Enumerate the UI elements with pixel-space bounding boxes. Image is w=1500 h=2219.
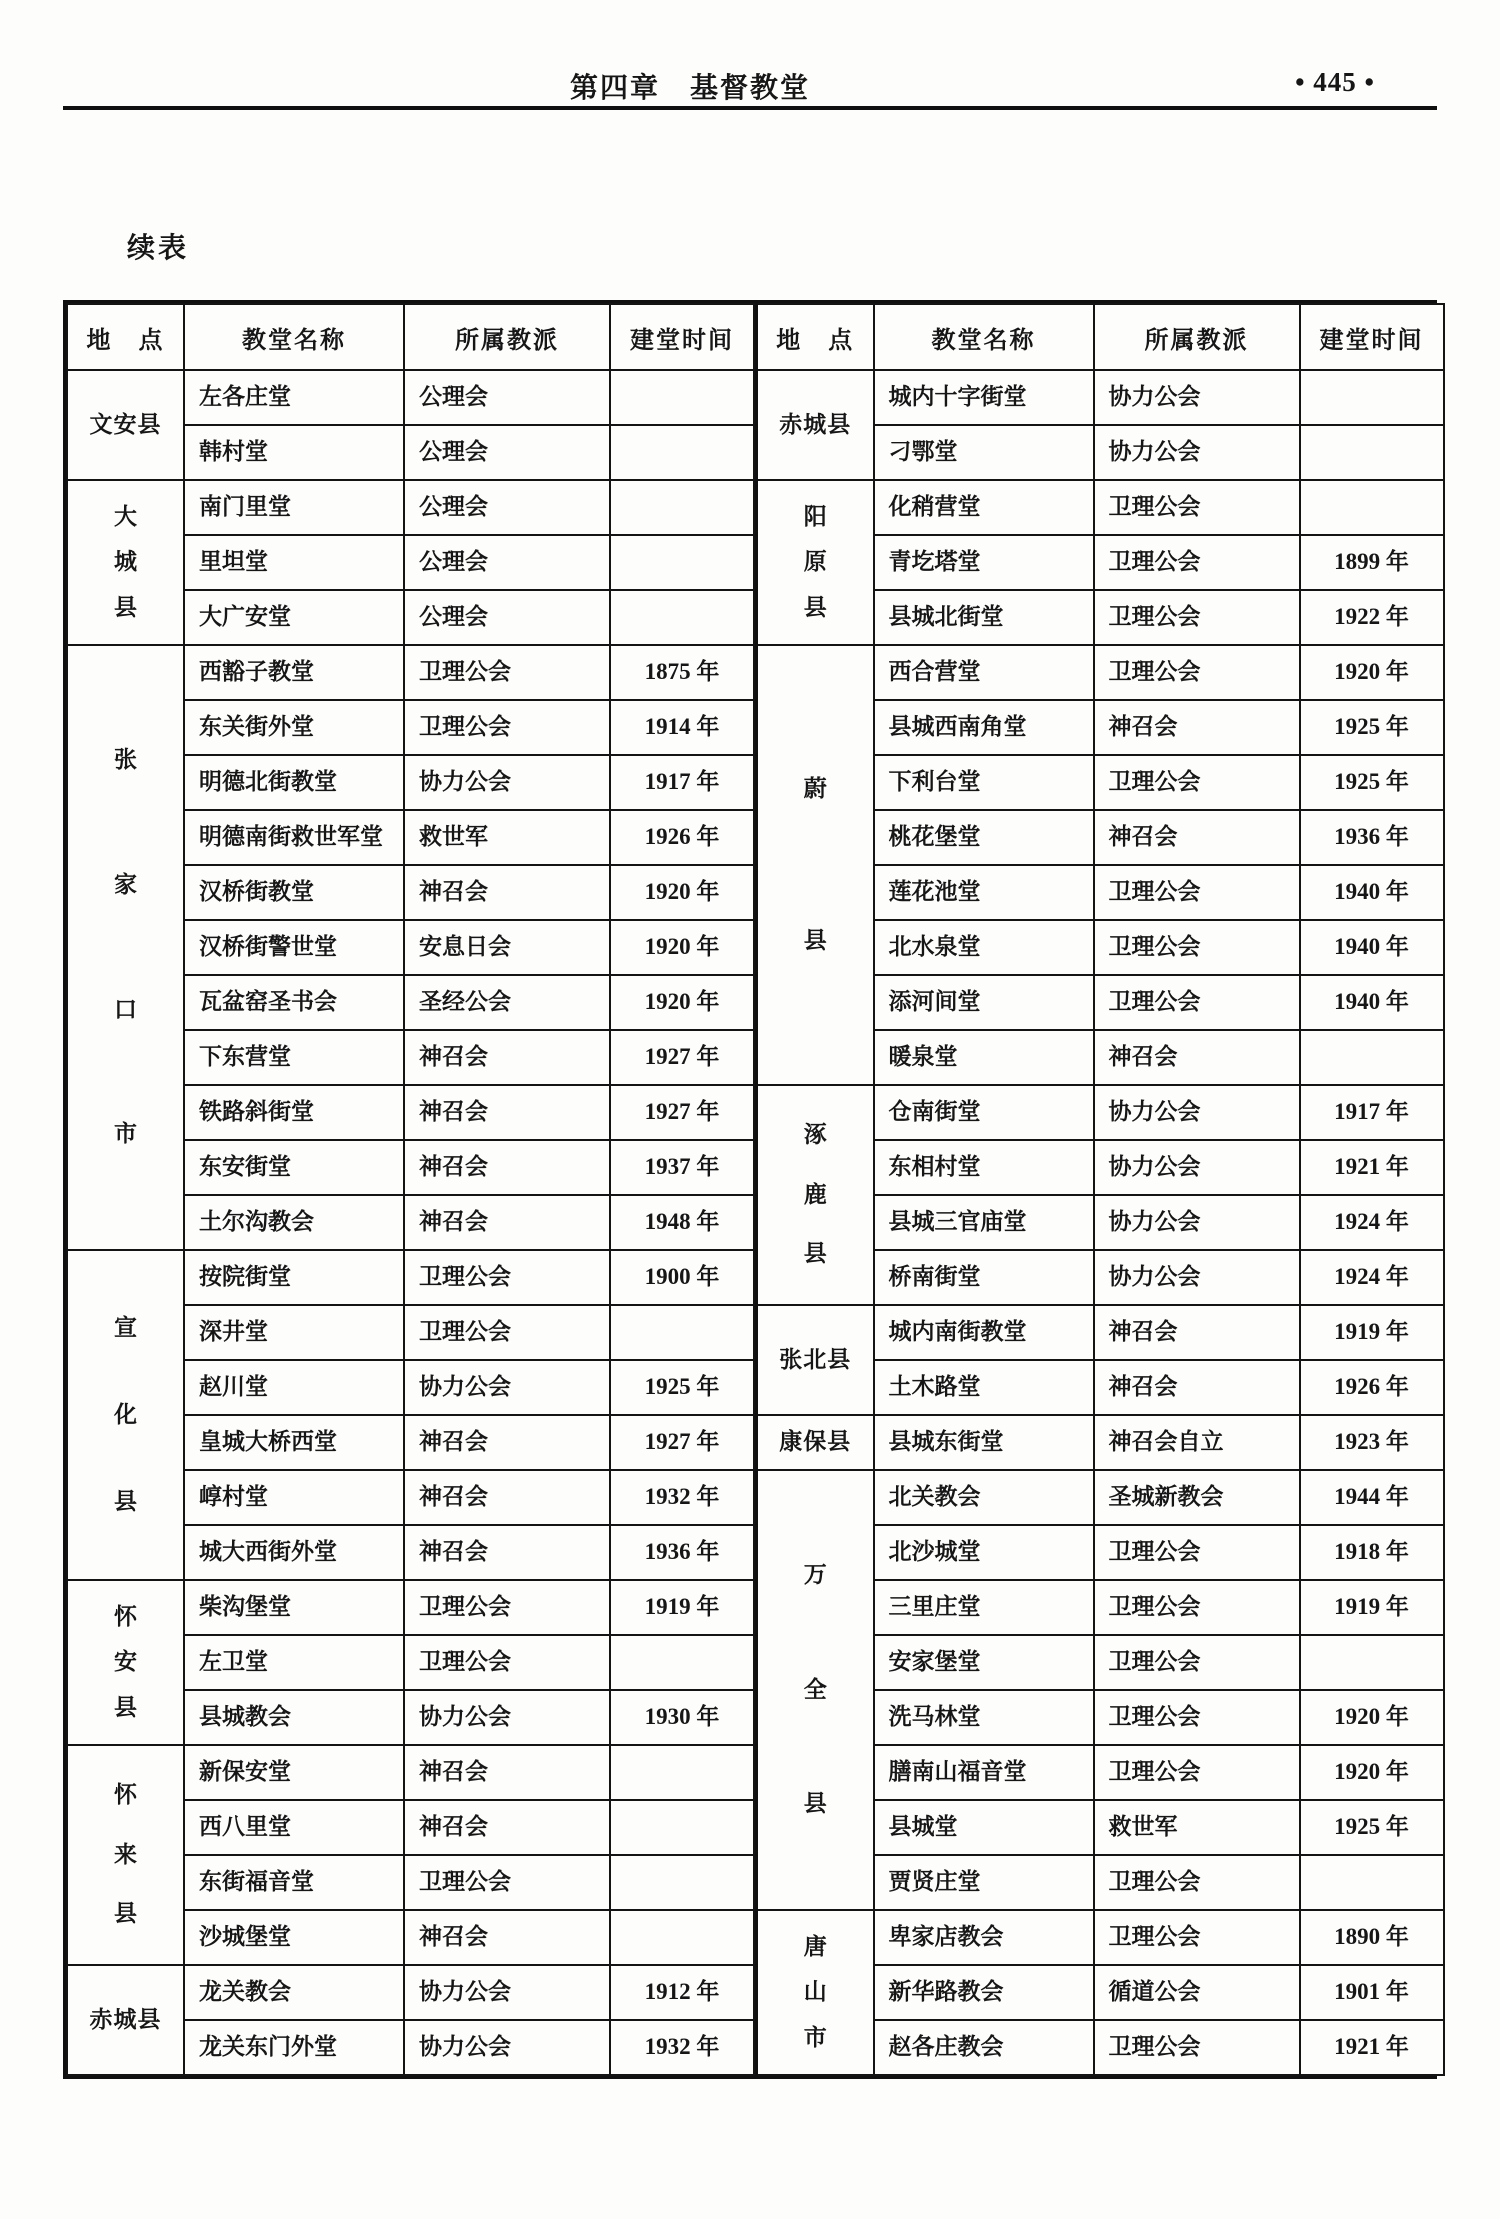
church-name-cell: 仓南街堂 [874,1085,1094,1140]
location-char: 家 [114,872,137,898]
year-built-cell [610,1800,754,1855]
denomination-cell: 安息日会 [404,920,610,975]
year-built-cell: 1917 年 [610,755,754,810]
year-built-cell: 1890 年 [1300,1910,1444,1965]
location-label [760,648,871,1082]
church-name-cell: 东街福音堂 [184,1855,404,1910]
table-row [757,1910,1444,1965]
denomination-cell: 卫理公会 [1094,1855,1300,1910]
year-built-cell: 1936 年 [1300,810,1444,865]
location-label: 赤城县 [89,2006,162,2032]
denomination-cell: 神召会 [404,865,610,920]
church-name-cell: 西八里堂 [184,1800,404,1855]
year-built-cell [610,535,754,590]
denomination-cell: 协力公会 [1094,1195,1300,1250]
church-name-cell: 东关街外堂 [184,700,404,755]
year-built-cell: 1927 年 [610,1085,754,1140]
church-name-cell: 县城三官庙堂 [874,1195,1094,1250]
church-name-cell: 汉桥街警世堂 [184,920,404,975]
location-char: 化 [114,1401,137,1427]
church-name-cell: 东相村堂 [874,1140,1094,1195]
year-built-cell: 1920 年 [1300,645,1444,700]
denomination-cell: 神召会 [404,1195,610,1250]
church-name-cell: 县城北街堂 [874,590,1094,645]
year-built-cell [610,1745,754,1800]
church-name-cell: 城内南街教堂 [874,1305,1094,1360]
denomination-cell: 卫理公会 [1094,1745,1300,1800]
church-name-cell: 皇城大桥西堂 [184,1415,404,1470]
year-built-cell: 1940 年 [1300,865,1444,920]
church-name-cell: 韩村堂 [184,425,404,480]
denomination-cell: 卫理公会 [404,1635,610,1690]
denomination-cell: 卫理公会 [404,700,610,755]
church-name-cell: 土尔沟教会 [184,1195,404,1250]
year-built-cell [1300,370,1444,425]
location-char: 口 [114,996,137,1022]
column-header-3: 建堂时间 [610,304,754,370]
location-char: 宣 [114,1314,137,1340]
church-name-cell: 南门里堂 [184,480,404,535]
year-built-cell: 1925 年 [1300,755,1444,810]
column-header-1: 教堂名称 [184,304,404,370]
location-cell [67,645,184,1250]
denomination-cell: 神召会 [1094,1360,1300,1415]
location-char: 安 [114,1649,137,1675]
denomination-cell: 协力公会 [404,1965,610,2020]
location-char: 市 [803,2025,827,2051]
location-label [70,648,181,1247]
church-name-cell: 贾贤庄堂 [874,1855,1094,1910]
location-char: 蔚 [803,775,827,801]
year-built-cell: 1937 年 [610,1140,754,1195]
location-cell [757,370,874,480]
location-char: 大 [114,503,137,529]
location-char: 县 [114,1695,137,1721]
church-name-cell: 按院街堂 [184,1250,404,1305]
church-name-cell: 桥南街堂 [874,1250,1094,1305]
location-char: 鹿 [803,1181,827,1207]
church-name-cell: 桃花堡堂 [874,810,1094,865]
location-label [760,483,871,642]
denomination-cell: 卫理公会 [1094,1910,1300,1965]
location-label [760,1913,871,2072]
location-char: 县 [803,1241,827,1267]
denomination-cell: 卫理公会 [1094,590,1300,645]
church-name-cell: 里坦堂 [184,535,404,590]
year-built-cell [1300,1635,1444,1690]
year-built-cell: 1921 年 [1300,1140,1444,1195]
denomination-cell: 神召会 [404,1030,610,1085]
location-cell [757,1305,874,1415]
year-built-cell: 1919 年 [1300,1580,1444,1635]
church-name-cell: 左各庄堂 [184,370,404,425]
year-built-cell: 1917 年 [1300,1085,1444,1140]
church-name-cell: 添河间堂 [874,975,1094,1030]
church-name-cell: 龙关教会 [184,1965,404,2020]
churches-table-left-half [66,303,755,2076]
location-label [760,1473,871,1907]
denomination-cell: 协力公会 [404,755,610,810]
church-name-cell: 崞村堂 [184,1470,404,1525]
church-name-cell: 安家堡堂 [874,1635,1094,1690]
location-char: 县 [114,595,137,621]
year-built-cell: 1924 年 [1300,1250,1444,1305]
denomination-cell: 卫理公会 [1094,2020,1300,2075]
denomination-cell: 卫理公会 [1094,535,1300,590]
year-built-cell: 1912 年 [610,1965,754,2020]
location-char: 张 [114,747,137,773]
location-cell [67,1965,184,2075]
table-row [757,1415,1444,1470]
location-char: 怀 [114,1782,137,1808]
denomination-cell: 卫理公会 [1094,1690,1300,1745]
church-name-cell: 深井堂 [184,1305,404,1360]
year-built-cell [1300,1030,1444,1085]
year-built-cell: 1919 年 [1300,1305,1444,1360]
table-row [757,370,1444,425]
denomination-cell: 神召会 [404,1745,610,1800]
church-name-cell: 大广安堂 [184,590,404,645]
column-header-0: 地 点 [757,304,874,370]
church-name-cell: 城大西街外堂 [184,1525,404,1580]
year-built-cell [610,590,754,645]
year-built-cell [1300,425,1444,480]
location-char: 来 [114,1841,137,1867]
year-built-cell: 1920 年 [610,865,754,920]
location-char: 县 [803,595,827,621]
church-name-cell: 新保安堂 [184,1745,404,1800]
church-name-cell: 明德南街救世军堂 [184,810,404,865]
location-label [70,1253,181,1577]
year-built-cell [1300,480,1444,535]
church-name-cell: 县城堂 [874,1800,1094,1855]
location-cell [757,1470,874,1910]
table-row [757,645,1444,700]
church-name-cell: 沙城堡堂 [184,1910,404,1965]
denomination-cell: 卫理公会 [404,1855,610,1910]
denomination-cell: 神召会 [404,1525,610,1580]
location-char: 全 [803,1676,827,1702]
header-rule [63,106,1437,110]
church-name-cell: 县城教会 [184,1690,404,1745]
location-char: 县 [803,1791,827,1817]
denomination-cell: 卫理公会 [404,645,610,700]
continued-table-label: 续表 [127,233,190,264]
location-cell [757,1415,874,1470]
year-built-cell [610,1305,754,1360]
church-name-cell: 下东营堂 [184,1030,404,1085]
location-char: 原 [803,549,827,575]
location-cell [67,480,184,645]
church-name-cell: 卑家店教会 [874,1910,1094,1965]
denomination-cell: 圣城新教会 [1094,1470,1300,1525]
year-built-cell: 1924 年 [1300,1195,1444,1250]
year-built-cell: 1932 年 [610,1470,754,1525]
year-built-cell: 1936 年 [610,1525,754,1580]
denomination-cell: 卫理公会 [1094,1635,1300,1690]
denomination-cell: 神召会 [404,1415,610,1470]
table-row [67,645,754,700]
church-name-cell: 西合营堂 [874,645,1094,700]
denomination-cell: 神召会 [404,1085,610,1140]
denomination-cell: 神召会 [1094,810,1300,865]
church-name-cell: 柴沟堡堂 [184,1580,404,1635]
location-cell [67,370,184,480]
location-label [70,1748,181,1962]
denomination-cell: 公理会 [404,370,610,425]
year-built-cell: 1930 年 [610,1690,754,1745]
year-built-cell: 1919 年 [610,1580,754,1635]
location-char: 城 [114,549,137,575]
year-built-cell [610,1910,754,1965]
year-built-cell [610,425,754,480]
denomination-cell: 圣经公会 [404,975,610,1030]
location-cell [757,480,874,645]
year-built-cell: 1923 年 [1300,1415,1444,1470]
churches-table [63,300,1437,2079]
location-cell [67,1580,184,1745]
location-cell [757,1910,874,2075]
church-name-cell: 化稍营堂 [874,480,1094,535]
year-built-cell: 1948 年 [610,1195,754,1250]
table-row [67,1580,754,1635]
column-header-2: 所属教派 [1094,304,1300,370]
year-built-cell: 1940 年 [1300,920,1444,975]
year-built-cell: 1920 年 [610,975,754,1030]
year-built-cell: 1925 年 [610,1360,754,1415]
church-name-cell: 刁鄂堂 [874,425,1094,480]
table-row [757,1470,1444,1525]
year-built-cell: 1922 年 [1300,590,1444,645]
denomination-cell: 协力公会 [1094,370,1300,425]
denomination-cell: 协力公会 [1094,1140,1300,1195]
church-name-cell: 铁路斜街堂 [184,1085,404,1140]
location-char: 唐 [803,1933,827,1959]
location-label [70,483,181,642]
denomination-cell: 卫理公会 [1094,920,1300,975]
year-built-cell [610,1855,754,1910]
denomination-cell: 卫理公会 [1094,865,1300,920]
denomination-cell: 神召会 [1094,1030,1300,1085]
denomination-cell: 卫理公会 [1094,645,1300,700]
location-cell [757,645,874,1085]
page-number: • 445 • [1295,67,1375,97]
table-header-row [67,304,754,370]
church-name-cell: 下利台堂 [874,755,1094,810]
church-name-cell: 汉桥街教堂 [184,865,404,920]
churches-table-right-half [755,303,1445,2076]
denomination-cell: 公理会 [404,480,610,535]
denomination-cell: 协力公会 [404,1690,610,1745]
denomination-cell: 神召会 [404,1800,610,1855]
denomination-cell: 神召会 [404,1910,610,1965]
denomination-cell: 卫理公会 [1094,975,1300,1030]
year-built-cell [610,480,754,535]
church-name-cell: 新华路教会 [874,1965,1094,2020]
denomination-cell: 协力公会 [1094,425,1300,480]
year-built-cell: 1875 年 [610,645,754,700]
denomination-cell: 协力公会 [1094,1085,1300,1140]
table-header-row [757,304,1444,370]
column-header-0: 地 点 [67,304,184,370]
chapter-title: 第四章 基督教堂 [569,73,810,104]
table-row [67,370,754,425]
column-header-1: 教堂名称 [874,304,1094,370]
denomination-cell: 神召会 [1094,1305,1300,1360]
denomination-cell: 公理会 [404,425,610,480]
running-head [63,66,1437,106]
location-label: 张北县 [779,1346,852,1372]
location-char: 怀 [114,1603,137,1629]
location-cell [67,1745,184,1965]
church-name-cell: 城内十字街堂 [874,370,1094,425]
table-row [67,1745,754,1800]
denomination-cell: 神召会自立 [1094,1415,1300,1470]
church-name-cell: 暖泉堂 [874,1030,1094,1085]
table-row [757,1305,1444,1360]
year-built-cell: 1925 年 [1300,700,1444,755]
location-char: 市 [114,1121,137,1147]
church-name-cell: 赵川堂 [184,1360,404,1415]
denomination-cell: 神召会 [404,1140,610,1195]
table-row [67,480,754,535]
church-name-cell: 莲花池堂 [874,865,1094,920]
denomination-cell: 卫理公会 [1094,1580,1300,1635]
column-header-2: 所属教派 [404,304,610,370]
year-built-cell: 1944 年 [1300,1470,1444,1525]
location-char: 阳 [803,503,827,529]
table-row [67,1250,754,1305]
location-label [70,1583,181,1742]
denomination-cell: 公理会 [404,590,610,645]
year-built-cell: 1920 年 [1300,1745,1444,1800]
church-name-cell: 洗马林堂 [874,1690,1094,1745]
church-name-cell: 三里庄堂 [874,1580,1094,1635]
denomination-cell: 卫理公会 [1094,755,1300,810]
location-char: 县 [114,1488,137,1514]
denomination-cell: 协力公会 [1094,1250,1300,1305]
year-built-cell: 1899 年 [1300,535,1444,590]
location-char: 万 [803,1562,827,1588]
denomination-cell: 救世军 [404,810,610,865]
year-built-cell: 1921 年 [1300,2020,1444,2075]
denomination-cell: 卫理公会 [404,1305,610,1360]
denomination-cell: 神召会 [1094,700,1300,755]
church-name-cell: 北水泉堂 [874,920,1094,975]
table-row [757,1085,1444,1140]
denomination-cell: 协力公会 [404,2020,610,2075]
denomination-cell: 救世军 [1094,1800,1300,1855]
table-row [757,480,1444,535]
year-built-cell: 1927 年 [610,1030,754,1085]
year-built-cell: 1926 年 [1300,1360,1444,1415]
location-label: 康保县 [779,1429,852,1455]
denomination-cell: 公理会 [404,535,610,590]
church-name-cell: 北关教会 [874,1470,1094,1525]
year-built-cell: 1940 年 [1300,975,1444,1030]
church-name-cell: 县城西南角堂 [874,700,1094,755]
denomination-cell: 卫理公会 [404,1250,610,1305]
table-row [67,1965,754,2020]
church-name-cell: 东安街堂 [184,1140,404,1195]
denomination-cell: 卫理公会 [1094,480,1300,535]
denomination-cell: 卫理公会 [404,1580,610,1635]
location-char: 涿 [803,1122,827,1148]
year-built-cell: 1901 年 [1300,1965,1444,2020]
year-built-cell: 1900 年 [610,1250,754,1305]
location-cell [67,1250,184,1580]
year-built-cell: 1914 年 [610,700,754,755]
location-char: 县 [114,1901,137,1927]
year-built-cell: 1932 年 [610,2020,754,2075]
year-built-cell: 1927 年 [610,1415,754,1470]
church-name-cell: 北沙城堂 [874,1525,1094,1580]
location-label: 赤城县 [779,411,852,437]
location-label: 文安县 [89,411,162,437]
year-built-cell: 1918 年 [1300,1525,1444,1580]
denomination-cell: 卫理公会 [1094,1525,1300,1580]
church-name-cell: 西豁子教堂 [184,645,404,700]
location-char: 山 [803,1979,827,2005]
location-cell [757,1085,874,1305]
church-name-cell: 左卫堂 [184,1635,404,1690]
year-built-cell: 1925 年 [1300,1800,1444,1855]
year-built-cell [610,1635,754,1690]
church-name-cell: 膳南山福音堂 [874,1745,1094,1800]
denomination-cell: 神召会 [404,1470,610,1525]
year-built-cell [1300,1855,1444,1910]
church-name-cell: 县城东街堂 [874,1415,1094,1470]
denomination-cell: 循道公会 [1094,1965,1300,2020]
church-name-cell: 土木路堂 [874,1360,1094,1415]
church-name-cell: 明德北街教堂 [184,755,404,810]
year-built-cell [610,370,754,425]
church-name-cell: 瓦盆窑圣书会 [184,975,404,1030]
church-name-cell: 龙关东门外堂 [184,2020,404,2075]
year-built-cell: 1920 年 [1300,1690,1444,1745]
year-built-cell: 1926 年 [610,810,754,865]
church-name-cell: 赵各庄教会 [874,2020,1094,2075]
column-header-3: 建堂时间 [1300,304,1444,370]
location-label [760,1088,871,1302]
year-built-cell: 1920 年 [610,920,754,975]
church-name-cell: 青圪塔堂 [874,535,1094,590]
denomination-cell: 协力公会 [404,1360,610,1415]
location-char: 县 [803,928,827,954]
